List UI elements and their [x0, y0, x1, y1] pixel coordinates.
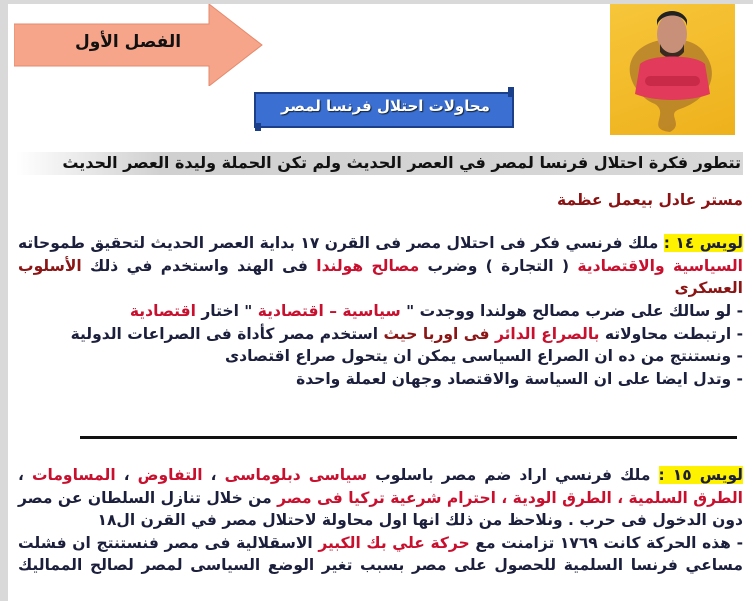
text-segment: " اختار [195, 302, 258, 320]
text-segment: ملك فرنسي فكر فى احتلال مصر فى القرن ١٧ بداية العصر الحديث لتحقيق طموحاته [18, 234, 664, 252]
louis14-bullets [18, 300, 743, 390]
text-line [18, 255, 743, 278]
text-segment: ، [18, 466, 32, 484]
text-line [18, 464, 743, 487]
text-line [18, 487, 743, 510]
text-segment: الاسقلالية فى مصر فنستنتج ان فشلت [18, 533, 319, 552]
text-segment: دون الدخول فى حرب . ونلاحظ من ذلك انها اول محاولة لاحتلال مصر في القرن ال١٨ [97, 511, 743, 529]
louis15-paragraph [18, 464, 743, 577]
document-page [8, 4, 753, 601]
text-line [18, 554, 743, 577]
highlighted-label: لويس ١٤ : [663, 234, 743, 252]
text-segment: الأسلوب [18, 256, 82, 275]
text-segment: - ونستنتج من ده ان الصراع السياسى يمكن ان يتحول صراع اقتصادى [224, 347, 743, 365]
louis14-paragraph [18, 232, 743, 300]
section-divider [80, 436, 737, 439]
lesson-title: محاولات احتلال فرنسا لمصر [281, 97, 490, 115]
text-line [18, 532, 743, 555]
text-line [18, 509, 743, 532]
text-segment: سياسية – اقتصادية [257, 302, 401, 320]
text-segment: السياسية والاقتصادية [577, 256, 743, 275]
text-segment: العسكرى [674, 279, 743, 297]
intro-heading: تتطور فكرة احتلال فرنسا لمصر في العصر الحديث ولم تكن الحملة وليدة العصر الحديث [16, 152, 743, 175]
text-segment: مصالح هولندا [316, 256, 420, 275]
text-segment: المساومات [31, 466, 116, 484]
teacher-photo [610, 4, 735, 135]
text-segment: بالصراع الدائر [494, 324, 600, 343]
text-line [18, 232, 743, 255]
text-segment: ملك فرنسي اراد ضم مصر باسلوب [367, 466, 659, 484]
text-line [18, 345, 743, 368]
text-segment: من خلال تنازل السلطان عن مصر [18, 488, 278, 507]
text-segment: - ارتبطت محاولاته [599, 324, 743, 343]
chapter-label: الفصل الأول [74, 32, 182, 52]
text-segment: ( التجارة ) وضرب [419, 256, 578, 275]
text-segment: الطرق السلمية ، الطرق الودية ، احترام شرعية تركيا فى مصر [277, 488, 743, 507]
text-line [18, 323, 743, 346]
text-segment: ، [202, 466, 225, 484]
text-segment: - لو سالك على ضرب مصالح هولندا ووجدت " [400, 302, 743, 320]
text-line [18, 300, 743, 323]
text-segment: التفاوض [137, 466, 203, 484]
text-segment: سياسى دبلوماسى [224, 466, 368, 484]
author-line: مستر عادل بيعمل عظمة [557, 191, 743, 209]
text-segment: استخدم مصر كأداة فى الصراعات الدولية [70, 324, 384, 343]
text-segment: - وتدل ايضا على ان السياسة والاقتصاد وجهان لعملة واحدة [296, 369, 743, 388]
text-segment: اقتصادية [129, 302, 196, 320]
highlighted-label: لويس ١٥ : [658, 466, 743, 484]
text-line [18, 277, 743, 300]
text-segment: فى اوربا حيث [383, 324, 495, 343]
text-segment: مساعي فرنسا السلمية للحصول على مصر بسبب تغير الوضع السياسى لمصر لصالح المماليك [18, 556, 743, 574]
text-segment: - هذه الحركة كانت ١٧٦٩ تزامنت مع [469, 533, 743, 552]
text-segment: حركة علي بك الكبير [318, 533, 470, 552]
text-segment: ، [115, 466, 138, 484]
text-line [18, 368, 743, 391]
text-segment: فى الهند واستخدم في ذلك [81, 256, 317, 275]
